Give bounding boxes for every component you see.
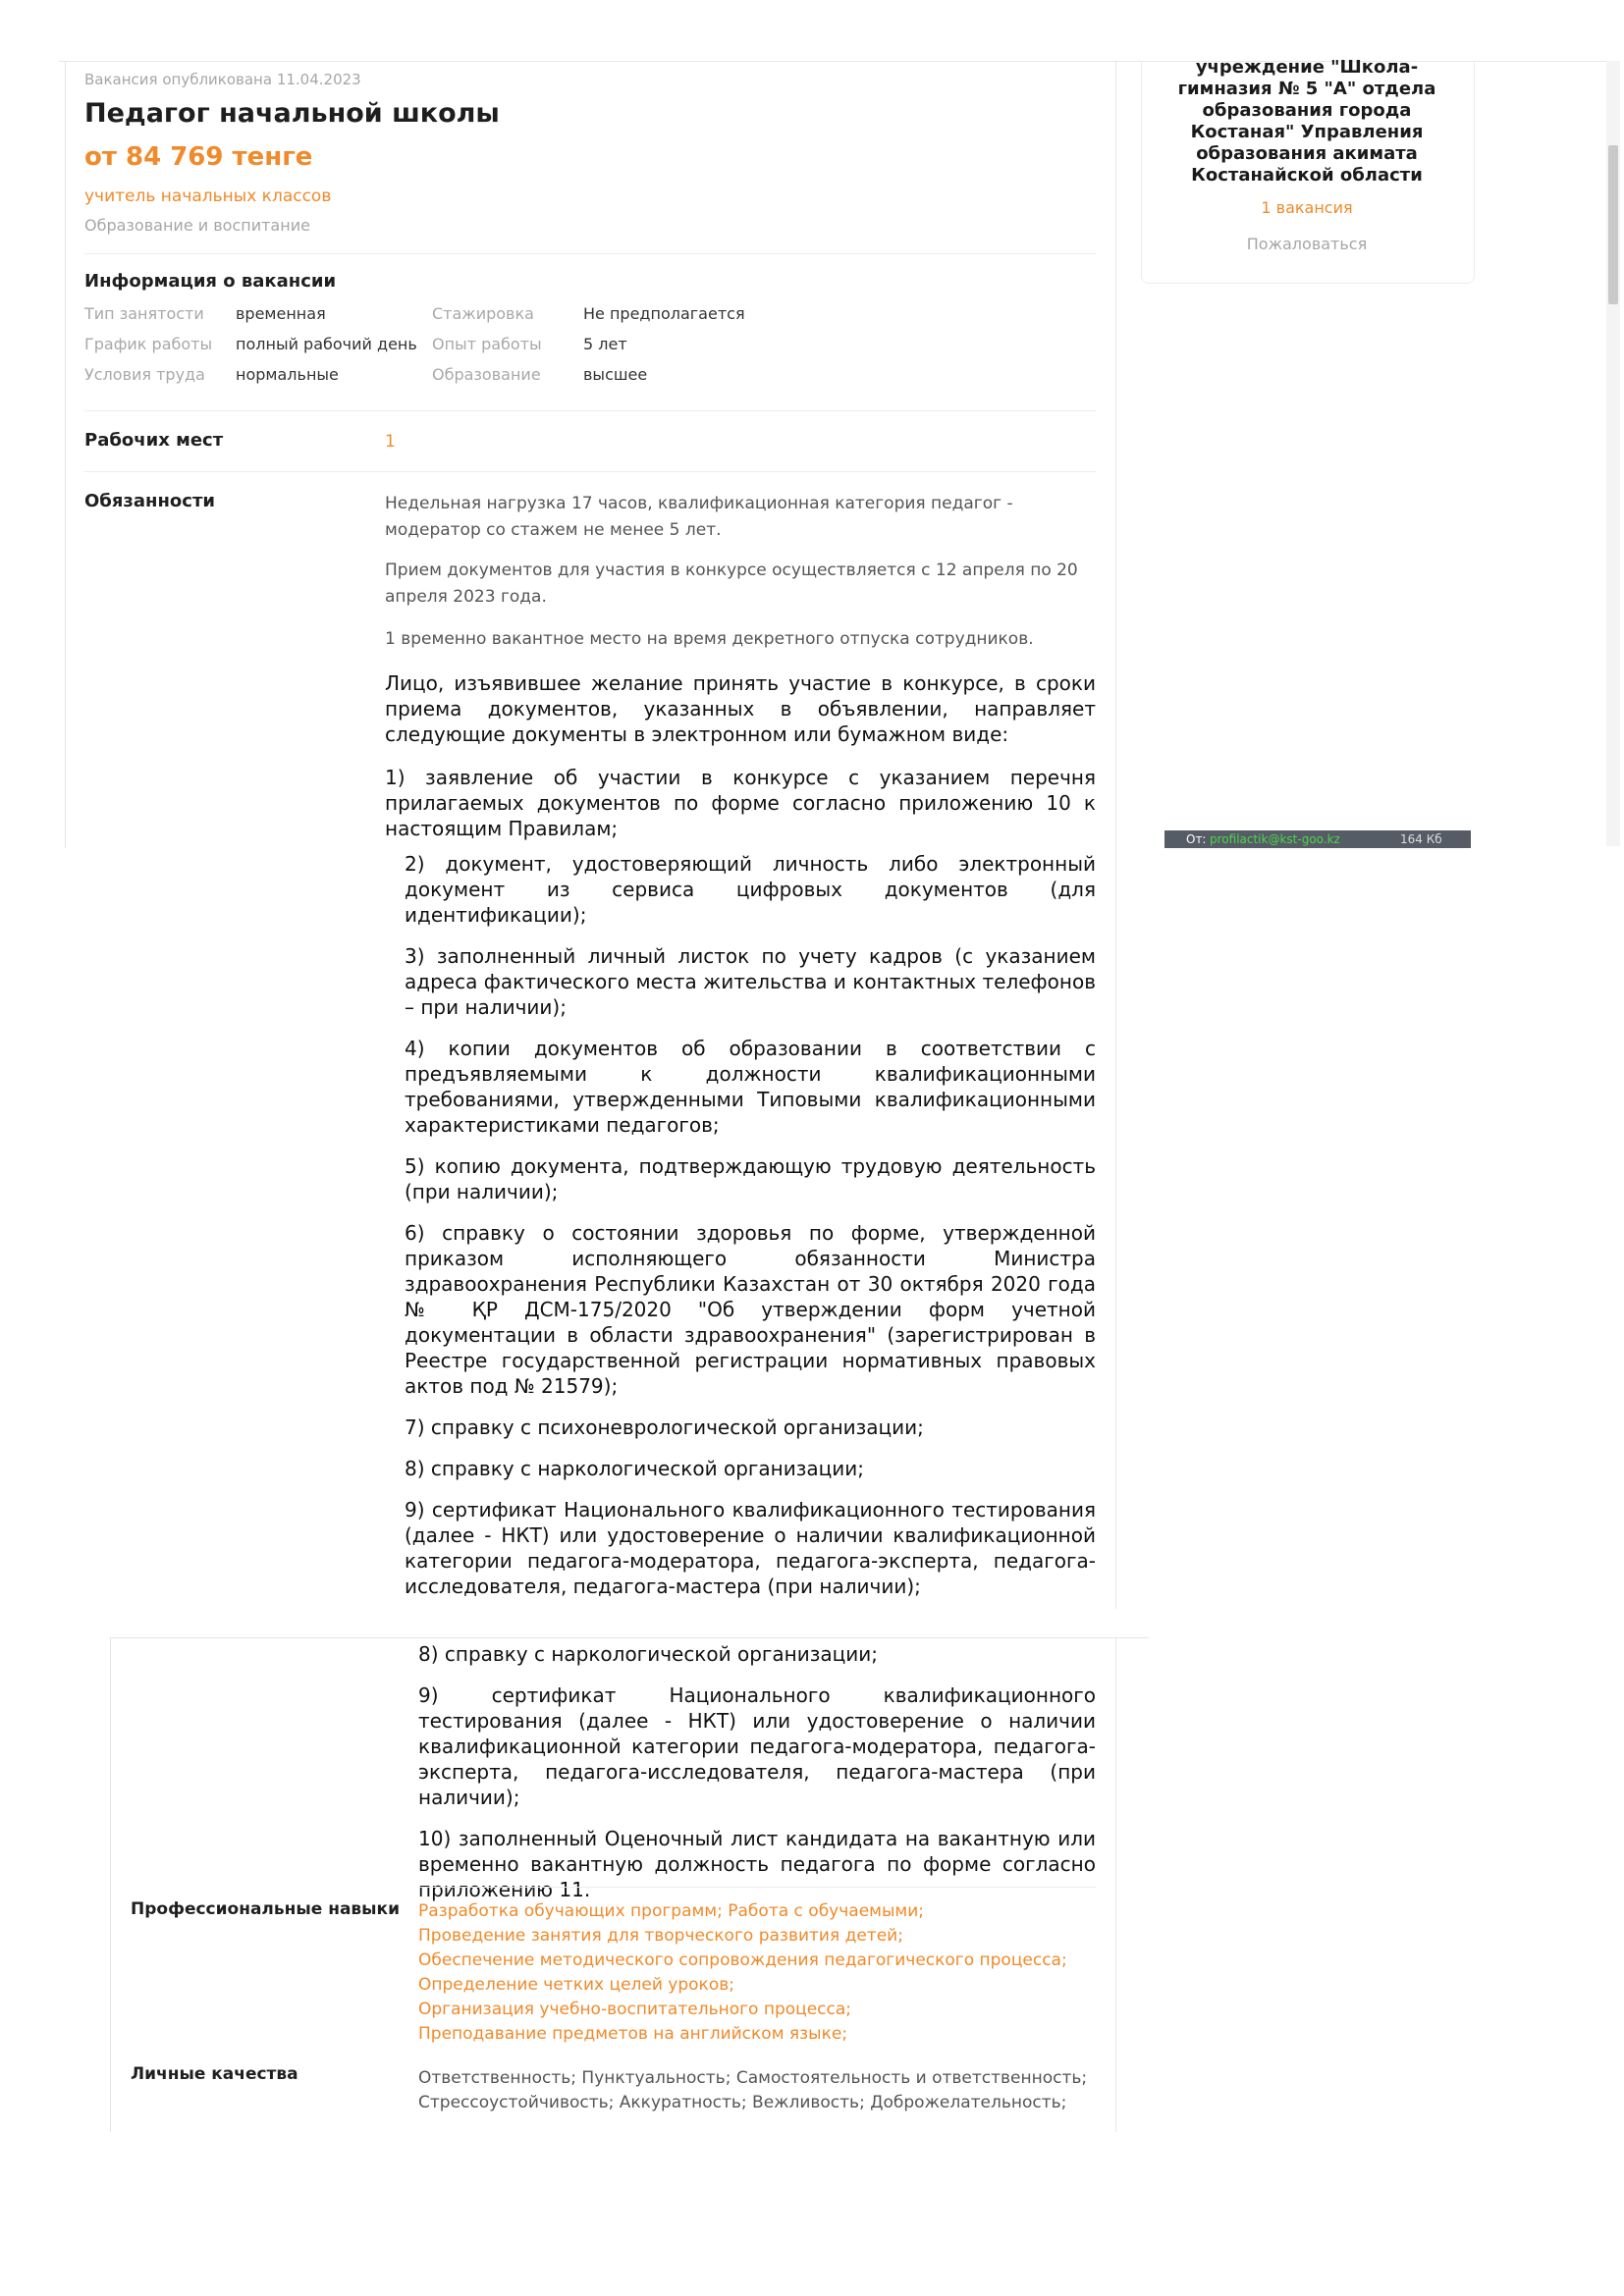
scrollbar-thumb[interactable] xyxy=(1608,145,1618,304)
document-item: 9) сертификат Национального квалификационного тестирования (далее - НКТ) или удостоверение о наличии квалификационной категории педагога-модератора, педагога-эксперта, педагога-исследователя, педагога-мастера (при наличии); xyxy=(418,1683,1096,1809)
divider xyxy=(84,253,1096,254)
qualities-list xyxy=(418,2066,1106,2115)
employer-vacancies-link[interactable]: 1 вакансия xyxy=(1261,198,1353,217)
documents-intro: Лицо, изъявившее желание принять участие в конкурсе, в сроки приема документов, указанных в объявлении, направляет следующие документы в электронном или бумажном виде: xyxy=(385,671,1096,746)
complain-link[interactable]: Пожаловаться xyxy=(1246,235,1368,253)
document-item: 7) справку с психоневрологической организации; xyxy=(405,1415,924,1439)
document-item: 3) заполненный личный листок по учету кадров (с указанием адреса фактического места жительства и контактных телефонов – при наличии); xyxy=(405,944,1096,1019)
info-label: Образование xyxy=(432,365,541,384)
frame-left-edge-3 xyxy=(110,1637,111,2132)
info-row xyxy=(84,304,1096,335)
skill-item: Разработка обучающих программ; Работа с обучаемыми; xyxy=(418,1901,925,1921)
quality-line: Ответственность; Пунктуальность; Самостоятельность и ответственность; xyxy=(418,2068,1088,2088)
info-row xyxy=(84,335,1096,365)
duty-paragraph: 1 временно вакантное место на время декретного отпуска сотрудников. xyxy=(385,629,1034,649)
qualities-label: Личные качества xyxy=(131,2064,298,2084)
email-info-bar xyxy=(1164,830,1471,848)
salary: от 84 769 тенге xyxy=(84,142,313,172)
duties-label: Обязанности xyxy=(84,491,215,511)
workplaces-label: Рабочих мест xyxy=(84,430,224,451)
page-title: Педагог начальной школы xyxy=(84,98,500,129)
employer-name-line: учреждение "Школа- xyxy=(1195,57,1419,78)
frame-right-edge-2 xyxy=(1115,848,1116,1609)
email-size: 164 Кб xyxy=(1400,832,1442,846)
document-item: 4) копии документов об образовании в соответствии с предъявляемыми к должности квалификационными требованиями, утвержденными Типовыми квалификационными характеристиками педагогов; xyxy=(405,1037,1096,1137)
employer-name-line: гимназия № 5 "А" отдела xyxy=(1177,79,1436,99)
email-address[interactable]: profilactik@kst-goo.kz xyxy=(1210,832,1340,846)
info-value: 5 лет xyxy=(583,335,627,353)
skill-item: Обеспечение методического сопровождения педагогического процесса; xyxy=(418,1950,1067,1970)
section-top-edge-3 xyxy=(110,1637,1149,1638)
info-heading: Информация о вакансии xyxy=(84,271,337,292)
info-label: Условия труда xyxy=(84,365,205,384)
employer-name[interactable] xyxy=(1141,57,1473,187)
info-label: График работы xyxy=(84,335,213,353)
skills-list xyxy=(418,1899,1106,2047)
document-item: 9) сертификат Национального квалификационного тестирования (далее - НКТ) или удостоверение о наличии квалификационной категории педагога-модератора, педагога-эксперта, педагога-исследователя, педагога-мастера (при наличии); xyxy=(405,1498,1096,1598)
employer-name-line: Костаная" Управления xyxy=(1190,122,1424,142)
info-value: полный рабочий день xyxy=(236,335,417,353)
document-item: 8) справку с наркологической организации; xyxy=(405,1457,864,1480)
skill-item: Организация учебно-воспитательного процесса; xyxy=(418,2000,852,2019)
published-date: Вакансия опубликована 11.04.2023 xyxy=(84,71,361,88)
info-value: нормальные xyxy=(236,365,339,384)
workplaces-value: 1 xyxy=(385,432,396,452)
employer-name-line: образования города xyxy=(1202,100,1412,121)
frame-right-edge xyxy=(1115,61,1116,848)
info-grid xyxy=(84,304,1096,396)
document-item: 1) заявление об участии в конкурсе с указанием перечня прилагаемых документов по форме согласно приложению 10 к настоящим Правилам; xyxy=(385,766,1096,840)
document-item: 10) заполненный Оценочный лист кандидата на вакантную или временно вакантную должность педагога по форме согласно приложению 11. xyxy=(418,1827,1096,1901)
divider xyxy=(418,1887,1096,1888)
document-item: 8) справку с наркологической организации; xyxy=(418,1642,878,1666)
duty-paragraph: Недельная нагрузка 17 часов, квалификационная категория педагог - модератор со стажем не менее 5 лет. xyxy=(385,494,1013,540)
info-value: Не предполагается xyxy=(583,304,745,323)
quality-line: Стрессоустойчивость; Аккуратность; Вежливость; Доброжелательность; xyxy=(418,2093,1067,2112)
divider xyxy=(84,471,1096,472)
frame-right-edge-3 xyxy=(1115,1637,1116,2132)
duty-paragraph: Прием документов для участия в конкурсе осуществляется с 12 апреля по 20 апреля 2023 года. xyxy=(385,561,1078,607)
document-item: 2) документ, удостоверяющий личность либо электронный документ из сервиса цифровых документов (для идентификации); xyxy=(405,852,1096,927)
info-value: временная xyxy=(236,304,326,323)
info-value: высшее xyxy=(583,365,648,384)
skill-item: Преподавание предметов на английском языке; xyxy=(418,2024,848,2044)
email-from-label: От: xyxy=(1186,832,1207,846)
skill-item: Проведение занятия для творческого развития детей; xyxy=(418,1926,903,1946)
category: Образование и воспитание xyxy=(84,216,310,235)
info-label: Опыт работы xyxy=(432,335,542,353)
document-item: 6) справку о состоянии здоровья по форме, утвержденной приказом исполняющего обязанности Министра здравоохранения Республики Казахстан от 30 октября 2020 года № ҚР ДСМ-175/2020 "Об утверждении форм учетной документации в области здравоохранения" (зарегистрирован в Реестре государственной регистрации нормативных правовых актов под № 21579); xyxy=(405,1221,1096,1398)
skill-item: Определение четких целей уроков; xyxy=(418,1975,734,1995)
documents-list-a xyxy=(405,851,1096,1615)
employer-name-line: Костанайской области xyxy=(1191,165,1423,186)
frame-left-edge xyxy=(65,61,66,848)
documents-list-b xyxy=(418,1641,1096,1918)
info-row xyxy=(84,365,1096,396)
divider xyxy=(84,410,1096,411)
position-link[interactable]: учитель начальных классов xyxy=(84,187,332,206)
info-label: Стажировка xyxy=(432,304,534,323)
document-item: 5) копию документа, подтверждающую трудовую деятельность (при наличии); xyxy=(405,1154,1096,1203)
info-label: Тип занятости xyxy=(84,304,204,323)
skills-label: Профессиональные навыки xyxy=(131,1899,401,1919)
employer-name-line: образования акимата xyxy=(1196,143,1418,164)
